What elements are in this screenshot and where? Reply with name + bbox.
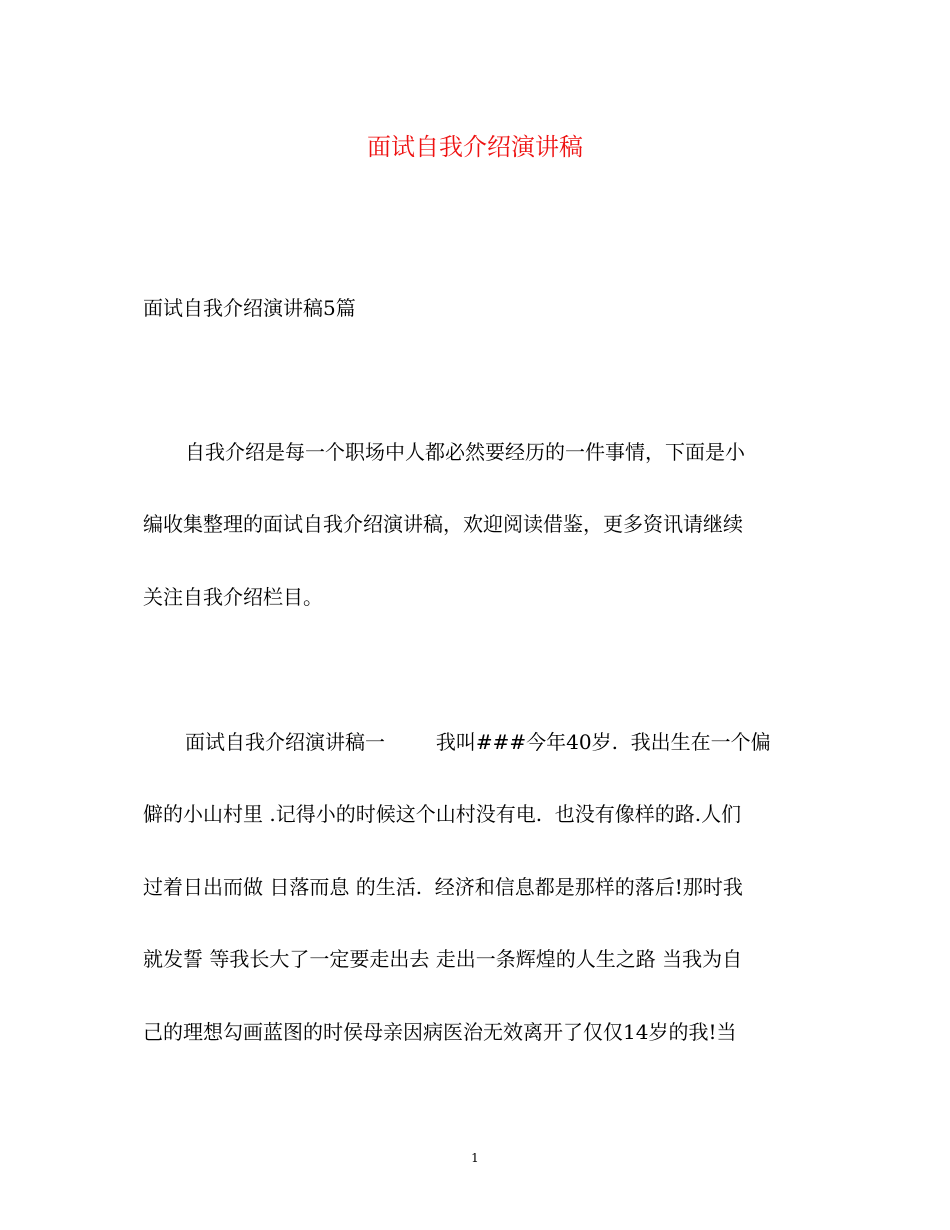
- paragraph-line: 关注自我介绍栏目。: [143, 585, 323, 609]
- paragraph-line: 编收集整理的面试自我介绍演讲稿，欢迎阅读借鉴，更多资讯请继续: [143, 512, 743, 536]
- paragraph-line: 己的理想勾画蓝图的时侯母亲因病医治无效离开了仅仅14岁的我!当: [143, 1020, 737, 1044]
- document-title: 面试自我介绍演讲稿: [367, 133, 583, 161]
- paragraph-line: 面试自我介绍演讲稿一 我叫###今年40岁. 我出生在一个偏: [185, 730, 771, 754]
- paragraph-line: 自我介绍是每一个职场中人都必然要经历的一件事情，下面是小: [185, 440, 745, 464]
- paragraph-line: 僻的小山村里 .记得小的时候这个山村没有电. 也没有像样的路.人们: [143, 802, 742, 826]
- document-subtitle: 面试自我介绍演讲稿5篇: [143, 296, 356, 320]
- page-number: 1: [471, 1151, 479, 1165]
- paragraph-line: 就发誓 等我长大了一定要走出去 走出一条辉煌的人生之路 当我为自: [143, 947, 743, 971]
- paragraph-line: 过着日出而做 日落而息 的生活. 经济和信息都是那样的落后!那时我: [143, 875, 743, 899]
